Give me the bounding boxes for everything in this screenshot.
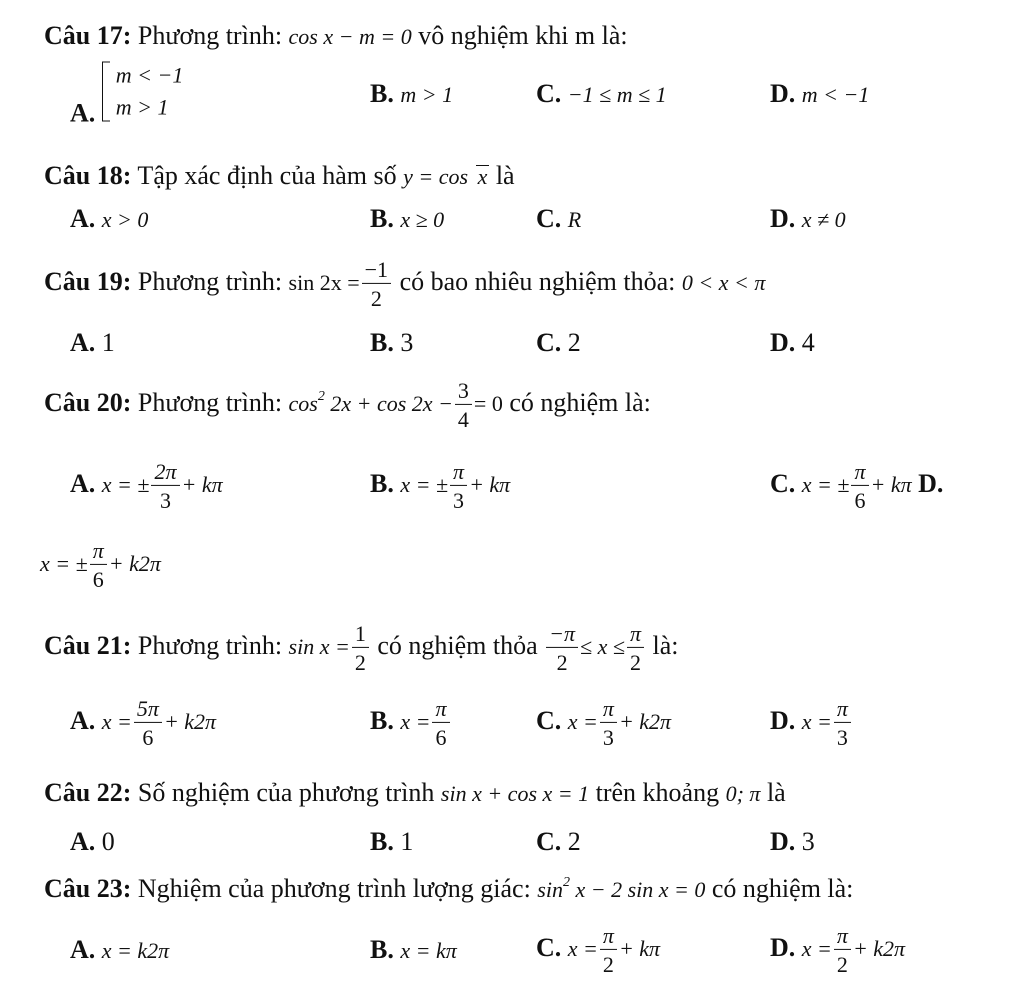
fraction xyxy=(600,924,617,976)
option-value: 4 xyxy=(801,328,815,357)
option-label: D. xyxy=(770,705,796,735)
question-21-stem xyxy=(44,622,678,674)
numerator: π xyxy=(432,697,449,723)
sqrt-expression: x xyxy=(477,164,488,189)
equation: y = cos xyxy=(403,164,469,189)
condition: ≤ x ≤ xyxy=(580,633,625,659)
question-label: Câu 17: xyxy=(44,21,132,50)
option-label: B. xyxy=(370,468,394,498)
option-expr: x = xyxy=(567,708,598,734)
option-a[interactable] xyxy=(70,829,115,855)
question-label: Câu 19: xyxy=(44,266,132,296)
option-value: x = kπ xyxy=(400,938,457,963)
option-c[interactable] xyxy=(770,460,943,512)
fraction xyxy=(546,622,578,674)
option-value: 2 xyxy=(567,328,581,357)
fraction xyxy=(352,622,369,674)
option-label: B. xyxy=(370,328,394,357)
denominator: 6 xyxy=(854,488,866,513)
numerator: π xyxy=(834,697,851,723)
option-value: 1 xyxy=(400,827,414,856)
option-expr: x = ± xyxy=(101,471,150,497)
stem-text: có nghiệm là: xyxy=(705,874,854,903)
eq-part: = 0 xyxy=(473,390,503,416)
option-expr: + kπ xyxy=(469,471,511,497)
option-value: −1 ≤ m ≤ 1 xyxy=(567,82,667,107)
option-label: D. xyxy=(770,328,796,357)
question-label: Câu 21: xyxy=(44,630,132,660)
equation: cos x − m = 0 xyxy=(288,24,412,49)
stem-text: Tập xác định của hàm số xyxy=(131,161,404,190)
option-d[interactable] xyxy=(770,81,869,107)
stem-text: vô nghiệm khi m là: xyxy=(411,21,628,50)
fraction xyxy=(90,539,107,591)
equation: sin 2x = xyxy=(288,269,360,295)
option-d[interactable] xyxy=(770,829,815,855)
equation: sin x = xyxy=(288,633,350,659)
fraction xyxy=(851,460,868,512)
numerator: π xyxy=(450,460,467,486)
stem-text: Phương trình: xyxy=(131,266,289,296)
equation xyxy=(288,388,453,416)
numerator: π xyxy=(851,460,868,486)
denominator: 2 xyxy=(370,286,382,311)
option-expr: x = ± xyxy=(400,471,449,497)
numerator: π xyxy=(600,924,617,950)
option-a[interactable] xyxy=(70,697,216,749)
stem-text: Phương trình: xyxy=(131,21,289,50)
option-label: A. xyxy=(70,328,96,357)
option-expr: + k2π xyxy=(163,708,217,734)
denominator: 3 xyxy=(159,488,171,513)
option-label: C. xyxy=(536,79,562,108)
option-expr: + kπ xyxy=(618,935,661,961)
option-expr: + k2π xyxy=(618,708,672,734)
option-b[interactable] xyxy=(370,81,453,107)
option-expr: x = xyxy=(101,708,132,734)
bracket-icon xyxy=(102,62,110,122)
option-a[interactable] xyxy=(70,460,223,512)
option-value: x ≠ 0 xyxy=(801,207,846,232)
eq-part: x − 2 sin x = 0 xyxy=(575,877,706,902)
stem-text: có nghiệm thỏa xyxy=(370,630,545,660)
numerator: 3 xyxy=(455,379,472,405)
numerator: π xyxy=(90,539,107,565)
option-expr: x = xyxy=(400,708,431,734)
eq-part: 2x + cos 2x − xyxy=(330,390,453,416)
option-b[interactable] xyxy=(370,330,413,356)
option-label: D. xyxy=(770,827,796,856)
option-value: m < −1 xyxy=(801,82,870,107)
option-expr: + k2π xyxy=(852,935,906,961)
numerator: 1 xyxy=(352,622,369,648)
numerator: −π xyxy=(546,622,578,648)
fraction xyxy=(834,697,851,749)
option-label: A. xyxy=(70,98,96,128)
option-d[interactable] xyxy=(770,206,846,232)
condition: 0 < x < π xyxy=(681,269,766,295)
option-c[interactable] xyxy=(536,924,660,976)
question-20-stem xyxy=(44,379,651,431)
option-a[interactable] xyxy=(70,62,183,127)
denominator: 2 xyxy=(354,650,366,675)
stem-text: là: xyxy=(645,630,679,660)
option-expr: + k2π xyxy=(108,550,161,576)
fraction xyxy=(600,697,617,749)
stem-text: là xyxy=(760,778,786,807)
stem-text: là xyxy=(489,161,515,190)
equation: sin x + cos x = 1 xyxy=(440,781,590,806)
fraction xyxy=(834,924,851,976)
option-label: B. xyxy=(370,204,394,233)
denominator: 6 xyxy=(435,725,447,750)
question-label: Câu 23: xyxy=(44,874,132,903)
option-a[interactable] xyxy=(70,937,169,963)
option-c[interactable] xyxy=(536,206,581,232)
option-d[interactable] xyxy=(770,330,815,356)
exponent: 2 xyxy=(562,875,570,890)
eq-part: sin xyxy=(537,877,563,902)
option-b[interactable] xyxy=(370,937,457,963)
option-d[interactable] xyxy=(40,539,161,591)
option-expr: x = xyxy=(567,935,598,961)
option-d[interactable] xyxy=(770,697,853,749)
option-label: A. xyxy=(70,935,96,964)
stem-text: Phương trình: xyxy=(131,630,289,660)
option-expr: + kπ xyxy=(181,471,223,497)
question-19-stem xyxy=(44,258,765,310)
question-23-stem xyxy=(44,876,853,902)
fraction xyxy=(134,697,162,749)
option-label: D. xyxy=(770,204,796,233)
fraction xyxy=(151,460,179,512)
option-value: 3 xyxy=(801,827,815,856)
numerator: π xyxy=(600,697,617,723)
fraction xyxy=(362,258,391,310)
option-label: C. xyxy=(536,204,562,233)
option-b[interactable] xyxy=(370,829,413,855)
option-value: 0 xyxy=(101,827,115,856)
option-value: x ≥ 0 xyxy=(400,207,445,232)
denominator: 2 xyxy=(836,952,848,977)
option-label: C. xyxy=(536,328,562,357)
condition-row: m < −1 xyxy=(115,62,184,88)
denominator: 2 xyxy=(556,650,568,675)
question-22-stem xyxy=(44,780,786,806)
option-c[interactable] xyxy=(536,697,671,749)
option-label: C. xyxy=(536,827,562,856)
option-label: C. xyxy=(536,705,562,735)
denominator: 6 xyxy=(142,725,154,750)
numerator: π xyxy=(627,622,644,648)
stem-text: Số nghiệm của phương trình xyxy=(131,778,441,807)
numerator: 5π xyxy=(134,697,162,723)
fraction xyxy=(455,379,472,431)
option-value: x > 0 xyxy=(101,207,149,232)
option-label: D. xyxy=(770,79,796,108)
option-expr: x = ± xyxy=(40,550,88,576)
option-expr: x = xyxy=(801,935,832,961)
question-17-stem xyxy=(44,23,628,49)
option-label: D. xyxy=(770,932,796,962)
question-label: Câu 18: xyxy=(44,161,132,190)
option-value: 2 xyxy=(567,827,581,856)
option-b[interactable] xyxy=(370,460,510,512)
fraction xyxy=(627,622,644,674)
option-label: B. xyxy=(370,79,394,108)
option-label: B. xyxy=(370,705,394,735)
question-18-stem xyxy=(44,163,515,189)
question-label: Câu 22: xyxy=(44,778,132,807)
interval: 0; π xyxy=(725,781,761,806)
option-c[interactable] xyxy=(536,330,581,356)
option-value: m > 1 xyxy=(400,82,454,107)
option-c[interactable] xyxy=(536,81,667,107)
option-a[interactable] xyxy=(70,206,148,232)
denominator: 6 xyxy=(92,567,104,592)
option-value: R xyxy=(567,207,582,232)
option-value: 1 xyxy=(101,328,115,357)
condition-row: m > 1 xyxy=(115,94,169,120)
denominator: 3 xyxy=(836,725,848,750)
fraction xyxy=(432,697,449,749)
equation xyxy=(537,877,705,902)
option-label: A. xyxy=(70,705,96,735)
option-value: 3 xyxy=(400,328,414,357)
numerator: 2π xyxy=(151,460,179,486)
denominator: 4 xyxy=(457,407,469,432)
option-expr: x = xyxy=(801,708,832,734)
denominator: 3 xyxy=(602,725,614,750)
stem-text: trên khoảng xyxy=(589,778,726,807)
numerator: −1 xyxy=(362,258,391,284)
option-label: C. xyxy=(770,468,796,498)
stem-text: Phương trình: xyxy=(131,387,289,417)
option-expr: + kπ xyxy=(870,471,912,497)
fraction xyxy=(450,460,467,512)
option-value: x = k2π xyxy=(101,938,170,963)
exponent: 2 xyxy=(317,388,325,404)
option-c[interactable] xyxy=(536,829,581,855)
bracket-system xyxy=(102,62,184,122)
option-label: B. xyxy=(370,827,394,856)
option-b[interactable] xyxy=(370,697,452,749)
question-label: Câu 20: xyxy=(44,387,132,417)
option-label: B. xyxy=(370,935,394,964)
option-label: A. xyxy=(70,204,96,233)
option-label: A. xyxy=(70,827,96,856)
option-d[interactable] xyxy=(770,924,905,976)
stem-text: Nghiệm của phương trình lượng giác: xyxy=(131,874,538,903)
option-label: A. xyxy=(70,468,96,498)
denominator: 2 xyxy=(602,952,614,977)
option-label: D. xyxy=(918,468,944,498)
denominator: 3 xyxy=(453,488,465,513)
stem-text: có bao nhiêu nghiệm thỏa: xyxy=(393,266,682,296)
stem-text: có nghiệm là: xyxy=(502,387,651,417)
option-label: C. xyxy=(536,932,562,962)
option-expr: x = ± xyxy=(801,471,850,497)
numerator: π xyxy=(834,924,851,950)
option-a[interactable] xyxy=(70,330,115,356)
denominator: 2 xyxy=(629,650,641,675)
eq-part: cos xyxy=(288,390,318,416)
option-b[interactable] xyxy=(370,206,444,232)
